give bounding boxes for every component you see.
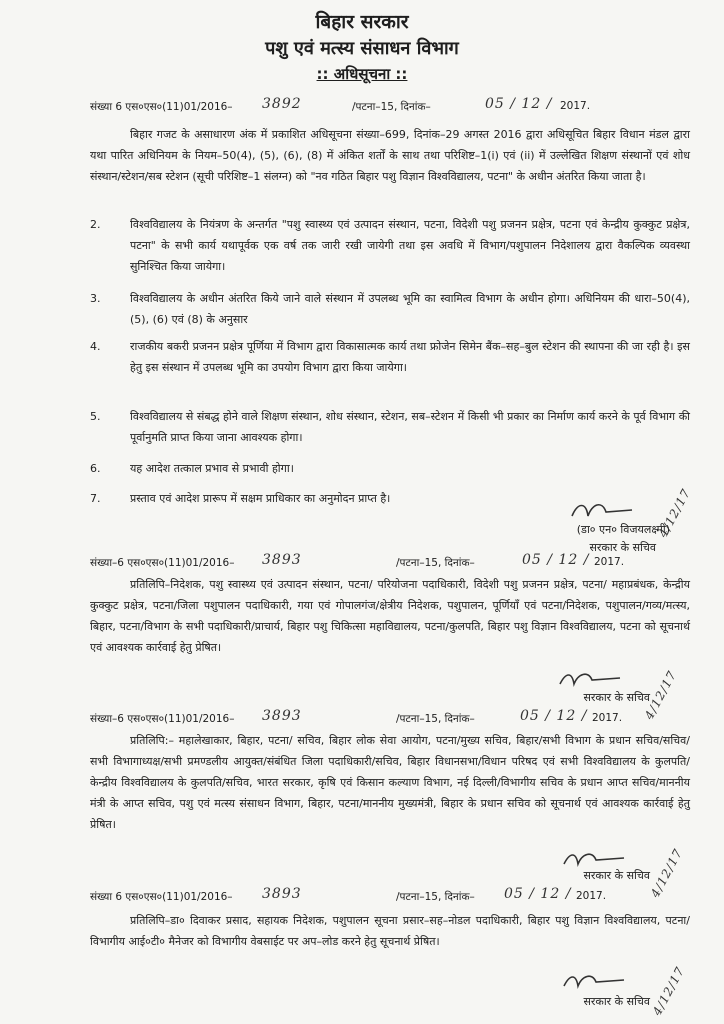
place-date-label: /पटना–15, दिनांक–: [396, 557, 475, 569]
signature-date: 4/12/17: [641, 668, 680, 722]
paragraph-1: बिहार गजट के असाधारण अंक में प्रकाशित अधिसूचना संख्या–699, दिनांक–29 अगस्त 2016 द्वारा अधिसूचित बिहार विधान मंडल द्वारा यथा पारित अधिनियम के नियम–50(4), (5), (6), (8) में अंकित शर्तों के साथ तथा परिशिष्ट–1(i) एवं (ii) में उल्लेखित शिक्षण संस्थानों एवं शोध संस्थान/स्टेशन/सब स्टेशन (सूची परिशिष्ट–1 संलग्न) को "नव गठित बिहार पशु विज्ञान विश्वविद्यालय, पटना" के अधीन अंतरित किया जाता है।: [90, 128, 690, 183]
paragraph-7-number: 7.: [90, 492, 101, 505]
reference-number: संख्या–6 एस०एस०(11)01/2016–: [90, 557, 235, 569]
signature-date: 4/12/17: [649, 964, 688, 1018]
copy-to-list-3: प्रतिलिपि–डा० दिवाकर प्रसाद, सहायक निदेशक, पशुपालन सूचना प्रसार–सह–नोडल पदाधिकारी, बिहार पशु विज्ञान विश्वविद्यालय, पटना/विभागीय आई०टी० मैनेजर को विभागीय वेबसाईट पर अप–लोड करने हेतु सूचनार्थ प्रेषित।: [90, 914, 690, 948]
signatory-designation: सरकार के सचिव: [583, 691, 650, 704]
signatory-designation: सरकार के सचिव: [583, 869, 650, 882]
handwritten-date: 05 / 12 /: [485, 96, 553, 112]
department-title: पशु एवं मत्स्य संसाधन विभाग: [265, 38, 459, 59]
place-date-label: /पटना–15, दिनांक–: [396, 891, 475, 903]
handwritten-date: 05 / 12 /: [520, 708, 588, 724]
handwritten-letter-number: 3893: [262, 708, 302, 724]
paragraph-5-number: 5.: [90, 410, 101, 423]
signature-scribble: [560, 968, 630, 996]
year: 2017.: [560, 100, 591, 112]
paragraph-2-number: 2.: [90, 218, 101, 231]
paragraph-3-number: 3.: [90, 292, 101, 305]
government-title: बिहार सरकार: [315, 11, 409, 33]
year: 2017.: [576, 890, 607, 902]
notification-title: :: अधिसूचना ::: [316, 65, 408, 83]
place-date-label: /पटना–15, दिनांक–: [352, 101, 431, 113]
handwritten-date: 05 / 12 /: [504, 886, 572, 902]
paragraph-4: राजकीय बकरी प्रजनन प्रक्षेत्र पूर्णिया में विभाग द्वारा विकासात्मक कार्य तथा फ्रोजेन सिमेन बैंक–सह–बुल स्टेशन की स्थापना की जा रही है। इस हेतु इस संस्थान में उपलब्ध भूमि का उपयोग विभाग द्वारा किया जायेगा।: [130, 340, 690, 374]
paragraph-7: प्रस्ताव एवं आदेश प्रारूप में सक्षम प्राधिकार का अनुमोदन प्राप्त है।: [130, 492, 391, 505]
signatory-name: (डा० एन० विजयलक्ष्मी): [576, 523, 670, 536]
paragraph-6-number: 6.: [90, 462, 101, 475]
reference-number: संख्या–6 एस०एस०(11)01/2016–: [90, 713, 235, 725]
paragraph-4-number: 4.: [90, 340, 101, 353]
signatory-designation: सरकार के सचिव: [589, 541, 656, 554]
reference-number: संख्या 6 एस०एस०(11)01/2016–: [90, 101, 233, 113]
signature-date: 4/12/17: [655, 486, 694, 540]
handwritten-letter-number: 3892: [262, 96, 302, 112]
paragraph-2: विश्वविद्यालय के नियंत्रण के अन्तर्गत "पशु स्वास्थ्य एवं उत्पादन संस्थान, पटना, विदेशी पशु प्रजनन प्रक्षेत्र, पटना एवं केन्द्रीय कुक्कुट प्रक्षेत्र, पटना" के सभी कार्य यथापूर्वक एक वर्ष तक जारी रखी जायेगी तथा इस अवधि में विभाग/पशुपालन निदेशालय द्वारा वैकल्पिक व्यवस्था सुनिश्चित किया जायेगा।: [130, 218, 690, 273]
paragraph-6: यह आदेश तत्काल प्रभाव से प्रभावी होगा।: [130, 462, 294, 475]
handwritten-letter-number: 3893: [262, 552, 302, 568]
signature-date: 4/12/17: [647, 846, 686, 900]
paragraph-3: विश्वविद्यालय के अधीन अंतरित किये जाने वाले संस्थान में उपलब्ध भूमि का स्वामित्व विभाग के अधीन होगा। अधिनियम की धारा–50(4), (5), (6) एवं (8) के अनुसार: [130, 292, 690, 326]
handwritten-letter-number: 3893: [262, 886, 302, 902]
year: 2017.: [594, 556, 625, 568]
copy-to-list-1: प्रतिलिपि–निदेशक, पशु स्वास्थ्य एवं उत्पादन संस्थान, पटना/ परियोजना पदाधिकारी, विदेशी पशु प्रजनन प्रक्षेत्र, पटना/ महाप्रबंधक, केन्द्रीय कुक्कुट प्रक्षेत्र, पटना/जिला पशुपालन पदाधिकारी, गया एवं गोपालगंज/क्षेत्रीय निदेशक, पशुपालन, पूर्णियाँ एवं पटना/निदेशक, पशुपालन/गव्य/मत्स्य, बिहार, पटना/विभाग के सभी पदाधिकारी/प्राचार्य, बिहार पशु चिकित्सा महाविद्यालय, पटना/कुलपति, बिहार पशु विज्ञान विश्वविद्यालय, पटना को सूचनार्थ एवं आवश्यक कार्रवाई हेतु प्रेषित।: [90, 578, 690, 654]
copy-to-list-2: प्रतिलिपि:– महालेखाकार, बिहार, पटना/ सचिव, बिहार लोक सेवा आयोग, पटना/मुख्य सचिव, बिहार/सभी विभाग के प्रधान सचिव/सचिव/ सभी विभागाध्यक्ष/सभी प्रमण्डलीय आयुक्त/संबंधित जिला पदाधिकारी/सचिव, बिहार विधानसभा/विधान परिषद एवं सभी विश्वविद्यालय के कुलपति/केन्द्रीय विश्वविद्यालय के कुलपति/सचिव, भारत सरकार, कृषि एवं किसान कल्याण विभाग, नई दिल्ली/विभागीय सचिव के प्रधान आप्त सचिव/माननीय मंत्री के आप्त सचिव, पशु एवं मत्स्य संसाधन विभाग, बिहार, पटना/माननीय मुख्यमंत्री, बिहार के प्रधान सचिव को सूचनार्थ एवं आवश्यक कार्रवाई हेतु प्रेषित।: [90, 734, 690, 831]
handwritten-date: 05 / 12 /: [522, 552, 590, 568]
reference-number: संख्या 6 एस०एस०(11)01/2016–: [90, 891, 233, 903]
signatory-designation: सरकार के सचिव: [583, 995, 650, 1008]
year: 2017.: [592, 712, 623, 724]
paragraph-5: विश्वविद्यालय से संबद्ध होने वाले शिक्षण संस्थान, शोध संस्थान, स्टेशन, सब–स्टेशन में किसी भी प्रकार का निर्माण कार्य करने के पूर्व विभाग की पूर्वानुमति प्राप्त किया जाना आवश्यक होगा।: [130, 410, 690, 444]
place-date-label: /पटना–15, दिनांक–: [396, 713, 475, 725]
